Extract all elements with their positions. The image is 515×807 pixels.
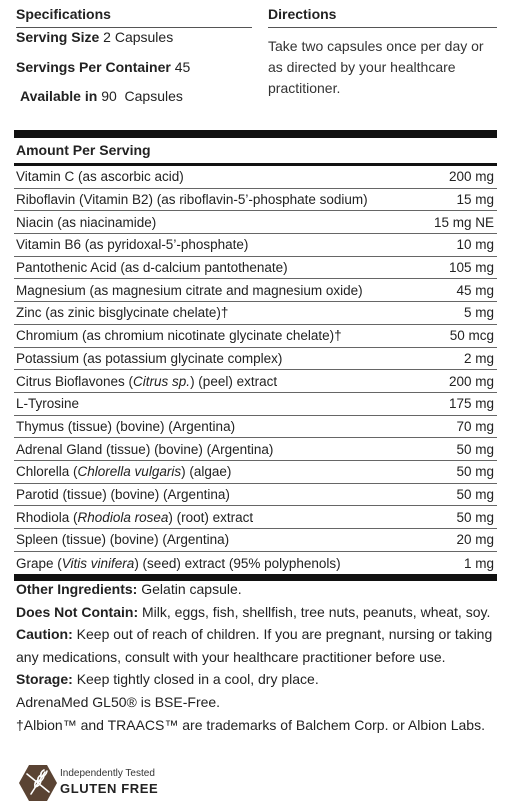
available-value: 90 Capsules <box>101 88 183 104</box>
ingredient-amount: 15 mg <box>456 192 494 208</box>
available-in <box>20 88 183 104</box>
ingredient-name: Rhodiola (Rhodiola rosea) (root) extract <box>16 509 254 525</box>
ingredient-amount: 50 mg <box>456 509 494 525</box>
caution-label: Caution: <box>16 626 73 643</box>
specifications-heading: Specifications <box>16 6 111 22</box>
ingredient-amount: 200 mg <box>448 373 494 389</box>
does-not-contain <box>16 601 506 624</box>
facts-row <box>14 166 497 189</box>
ingredient-amount: 105 mg <box>448 260 494 276</box>
facts-row <box>14 234 497 257</box>
other-ingredients-label: Other Ingredients: <box>16 581 138 597</box>
ingredient-amount: 50 mg <box>456 486 494 502</box>
serving-size <box>16 29 173 45</box>
trademark-statement: †Albion™ and TRAACS™ are trademarks of Balchem Corp. or Albion Labs. <box>16 716 485 733</box>
facts-row <box>14 257 497 280</box>
ingredient-name: Magnesium (as magnesium citrate and magnesium oxide) <box>16 282 363 298</box>
ingredient-name: Grape (Vitis vinifera) (seed) extract (95% polyphenols) <box>16 555 341 571</box>
ingredient-amount: 45 mg <box>456 282 494 298</box>
facts-row <box>14 438 497 461</box>
directions-divider <box>268 27 497 28</box>
caution-text: Keep out of reach of children. If you are pregnant, nursing or taking any medications, consult with your healthcare practitioner before use. <box>16 626 493 665</box>
ingredient-amount: 2 mg <box>463 350 494 366</box>
facts-row <box>14 393 497 416</box>
supplement-facts-table <box>14 130 497 581</box>
facts-row <box>14 552 497 575</box>
facts-row <box>14 529 497 552</box>
ingredient-amount: 10 mg <box>456 237 494 253</box>
servings-per-container <box>16 59 190 75</box>
does-not-contain-text: Milk, eggs, fish, shellfish, tree nuts, peanuts, wheat, soy. <box>142 603 491 620</box>
facts-row <box>14 461 497 484</box>
serving-size-value: 2 Capsules <box>103 29 174 45</box>
ingredient-amount: 5 mg <box>463 305 494 321</box>
facts-row <box>14 302 497 325</box>
other-ingredients <box>16 578 506 601</box>
facts-row <box>14 189 497 212</box>
ingredient-amount: 15 mg NE <box>433 214 494 230</box>
ingredient-name: L-Tyrosine <box>16 396 80 412</box>
storage-label: Storage: <box>16 671 73 688</box>
ingredient-name: Potassium (as potassium glycinate complex) <box>16 350 283 366</box>
ingredient-amount: 70 mg <box>456 418 494 434</box>
storage-text: Keep tightly closed in a cool, dry place. <box>76 671 319 688</box>
ingredient-name: Pantothenic Acid (as d-calcium pantothenate) <box>16 260 288 276</box>
amount-per-serving-header: Amount Per Serving <box>14 138 497 166</box>
facts-row <box>14 211 497 234</box>
facts-top-rule <box>14 130 497 138</box>
available-label: Available in <box>20 88 98 104</box>
ingredient-amount: 175 mg <box>448 396 494 412</box>
facts-row <box>14 370 497 393</box>
ingredient-amount: 20 mg <box>456 532 494 548</box>
ingredient-name: Thymus (tissue) (bovine) (Argentina) <box>16 418 236 434</box>
wheat-crossed-icon <box>18 764 58 802</box>
does-not-contain-label: Does Not Contain: <box>16 603 139 620</box>
facts-rows <box>14 166 497 574</box>
ingredient-name: Adrenal Gland (tissue) (bovine) (Argentina) <box>16 441 274 457</box>
facts-row <box>14 506 497 529</box>
caution <box>16 623 506 668</box>
facts-row <box>14 416 497 439</box>
facts-row <box>14 279 497 302</box>
ingredient-name: Chromium (as chromium nicotinate glycinate chelate)† <box>16 328 342 344</box>
ingredient-name: Riboflavin (Vitamin B2) (as riboflavin-5’-phosphate sodium) <box>16 192 368 208</box>
ingredient-amount: 50 mg <box>456 441 494 457</box>
ingredient-name: Niacin (as niacinamide) <box>16 214 157 230</box>
facts-row <box>14 484 497 507</box>
ingredient-amount: 200 mg <box>448 169 494 185</box>
ingredient-name: Vitamin C (as ascorbic acid) <box>16 169 184 185</box>
ingredient-amount: 1 mg <box>463 555 494 571</box>
ingredient-amount: 50 mcg <box>449 328 494 344</box>
directions-heading: Directions <box>268 6 337 22</box>
ingredient-name: Parotid (tissue) (bovine) (Argentina) <box>16 486 230 502</box>
servings-value: 45 <box>174 59 191 75</box>
storage <box>16 668 506 691</box>
directions-text: Take two capsules once per day or as directed by your healthcare practitioner. <box>268 38 484 96</box>
ingredient-name: Chlorella (Chlorella vulgaris) (algae) <box>16 464 232 480</box>
other-ingredients-text: Gelatin capsule. <box>141 581 242 597</box>
bse-statement: AdrenaMed GL50® is BSE-Free. <box>16 693 221 710</box>
label-notes <box>16 578 506 736</box>
badge-line-gluten-free: GLUTEN FREE <box>60 781 159 796</box>
specifications-divider <box>16 27 252 28</box>
ingredient-name: Citrus Bioflavones (Citrus sp.) (peel) extract <box>16 373 278 389</box>
ingredient-amount: 50 mg <box>456 464 494 480</box>
servings-label: Servings Per Container <box>16 59 171 75</box>
ingredient-name: Zinc (as zinic bisglycinate chelate)† <box>16 305 229 321</box>
facts-row <box>14 348 497 371</box>
ingredient-name: Spleen (tissue) (bovine) (Argentina) <box>16 532 230 548</box>
badge-line-tested: Independently Tested <box>60 768 155 779</box>
facts-row <box>14 325 497 348</box>
ingredient-name: Vitamin B6 (as pyridoxal-5’-phosphate) <box>16 237 249 253</box>
serving-size-label: Serving Size <box>16 29 100 45</box>
